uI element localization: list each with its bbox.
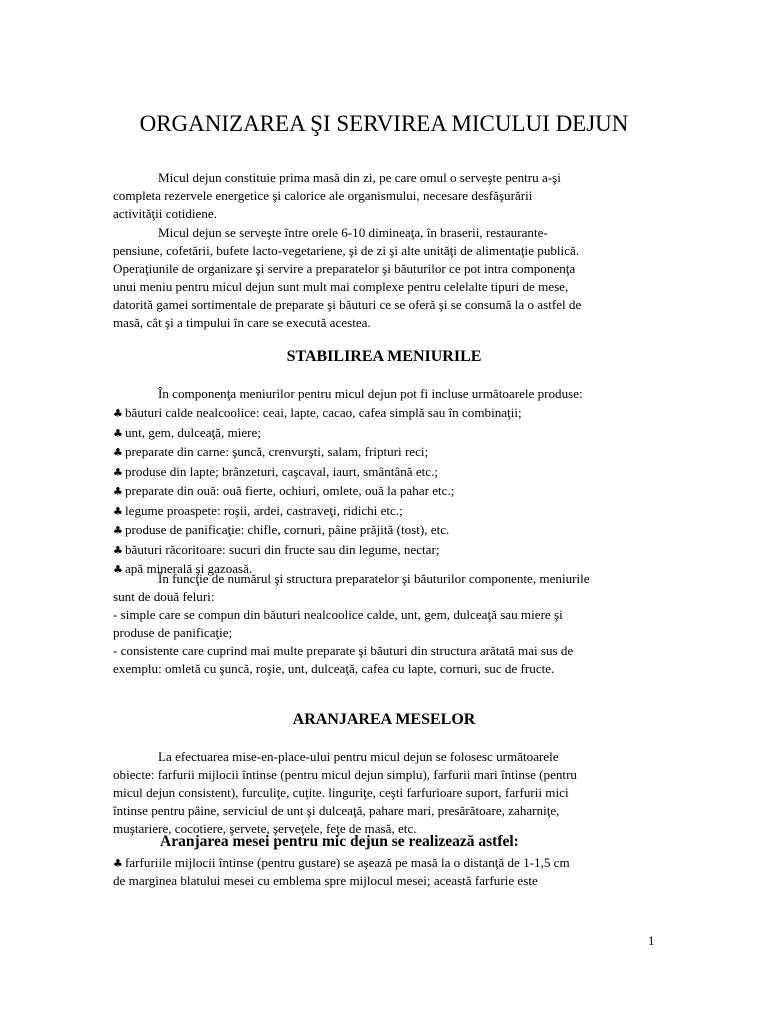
text-line: completa rezervele energetice şi calorice ale organismului, necesare desfăşurării bbox=[113, 188, 533, 203]
list-item bbox=[113, 424, 658, 444]
list-item bbox=[113, 482, 658, 502]
section-1-lead bbox=[113, 385, 658, 403]
text-line: La efectuarea mise-en-place-ului pentru micul dejun se folosesc următoarele bbox=[158, 749, 559, 764]
text-line: obiecte: farfurii mijlocii întinse (pentru micul dejun simplu), farfurii mari întinse (pentru bbox=[113, 767, 577, 782]
list-item bbox=[113, 854, 658, 872]
list-item-text: băuturi răcoritoare: sucuri din fructe sau din legume, nectar; bbox=[125, 541, 440, 557]
list-item-text: produse de panificaţie: chifle, cornuri, pâine prăjită (tost), etc. bbox=[125, 522, 450, 537]
section-heading-aranjare: ARANJAREA MESELOR bbox=[292, 711, 476, 728]
list-item bbox=[113, 502, 658, 522]
club-bullet-icon: ♣ bbox=[113, 485, 123, 498]
club-bullet-icon: ♣ bbox=[113, 857, 123, 870]
text-line: micul dejun consistent), furculiţe, cuţite. linguriţe, ceşti farfurioare suport, farfurii mici bbox=[113, 785, 569, 800]
intro-paragraph-2 bbox=[113, 224, 658, 332]
text-line: unui meniu pentru micul dejun sunt mult mai complexe pentru celelalte tipuri de mese, bbox=[113, 279, 569, 294]
text-line: Micul dejun constituie prima masă din zi, pe care omul o serveşte pentru a-şi bbox=[158, 170, 561, 185]
list-item bbox=[113, 463, 658, 483]
list-item-text: produse din lapte; brânzeturi, caşcaval, iaurt, smântână etc.; bbox=[125, 463, 439, 479]
list-item-text: farfuriile mijlocii întinse (pentru gustare) se aşează pe masă la o distanţă de 1-1,5 cm bbox=[125, 855, 570, 870]
club-bullet-icon: ♣ bbox=[113, 543, 123, 557]
club-bullet-icon: ♣ bbox=[113, 426, 123, 440]
club-bullet-icon: ♣ bbox=[113, 563, 123, 576]
text-line: În funcţie de numărul şi structura preparatelor şi băuturilor componente, meniurile bbox=[158, 571, 590, 586]
list-item-text: preparate din carne: şuncă, crenvurşti, salam, fripturi reci; bbox=[125, 444, 429, 459]
list-item bbox=[113, 541, 658, 561]
list-item bbox=[113, 521, 658, 541]
club-bullet-icon: ♣ bbox=[113, 446, 123, 459]
text-line: muştariere, cocotiere, şervete, şerveţele, feţe de masă, etc. bbox=[113, 821, 417, 836]
text-line: Micul dejun se serveşte între orele 6-10 dimineaţa, în braserii, restaurante- bbox=[158, 225, 548, 240]
text-line: Operaţiunile de organizare şi servire a preparatelor şi băuturilor ce pot intra componenţa bbox=[113, 261, 576, 276]
club-bullet-icon: ♣ bbox=[113, 504, 123, 518]
list-item-text: legume proaspete: roşii, ardei, castraveţi, ridichi etc.; bbox=[125, 502, 403, 518]
club-bullet-icon: ♣ bbox=[113, 524, 123, 537]
subheading-aranjare-masa: Aranjarea mesei pentru mic dejun se realizează astfel: bbox=[160, 833, 519, 850]
list-item-text: băuturi calde nealcoolice: ceai, lapte, cacao, cafea simplă sau în combinaţii; bbox=[125, 405, 522, 420]
club-bullet-icon: ♣ bbox=[113, 407, 123, 420]
text-line: - consistente care cuprind mai multe preparate şi băuturi din structura arătată mai sus de bbox=[113, 643, 574, 658]
text-line: datorită gamei sortimentale de preparate şi băuturi ce se oferă şi se consumă la o astfel de bbox=[113, 297, 582, 312]
section-heading-meniuri: STABILIREA MENIURILE bbox=[286, 348, 482, 365]
list-item-text: unt, gem, dulceaţă, miere; bbox=[125, 424, 261, 440]
list-item bbox=[113, 404, 658, 424]
text-line: sunt de două feluri: bbox=[113, 589, 215, 604]
menu-items-list bbox=[113, 404, 658, 580]
text-line: pensiune, cofetării, bufete lacto-vegetariene, şi de zi şi alte unităţi de alimentaţie publică. bbox=[113, 243, 580, 258]
page-title: ORGANIZAREA ŞI SERVIREA MICULUI DEJUN bbox=[139, 111, 629, 136]
list-item-text: preparate din ouă: ouă fierte, ochiuri, omlete, ouă la pahar etc.; bbox=[125, 483, 455, 498]
text-line: exemplu: omletă cu şuncă, roşie, unt, dulceaţă, cafea cu lapte, cornuri, suc de fructe. bbox=[113, 661, 555, 676]
text-line: produse de panificaţie; bbox=[113, 625, 233, 640]
section-2-paragraph bbox=[113, 748, 658, 838]
intro-paragraph-1 bbox=[113, 169, 658, 223]
text-line: În componenţa meniurilor pentru micul dejun pot fi incluse următoarele produse: bbox=[158, 386, 583, 401]
text-line: activităţii cotidiene. bbox=[113, 206, 217, 221]
club-bullet-icon: ♣ bbox=[113, 465, 123, 479]
section-2-last bbox=[113, 854, 658, 890]
text-line: întinse pentru pâine, serviciul de unt şi dulceaţă, pahare mari, presărătoare, zaharniţe, bbox=[113, 803, 560, 818]
text-line: - simple care se compun din băuturi nealcoolice calde, unt, gem, dulceaţă sau miere şi bbox=[113, 607, 563, 622]
list-item bbox=[113, 443, 658, 463]
text-line: de marginea blatului mesei cu emblema spre mijlocul mesei; această farfurie este bbox=[113, 873, 538, 888]
list-item-text: apă minerală şi gazoasă. bbox=[125, 561, 253, 576]
page-number: 1 bbox=[648, 933, 655, 948]
text-line: masă, cât şi a timpului în care se execută acestea. bbox=[113, 315, 371, 330]
section-1-after bbox=[113, 570, 658, 678]
